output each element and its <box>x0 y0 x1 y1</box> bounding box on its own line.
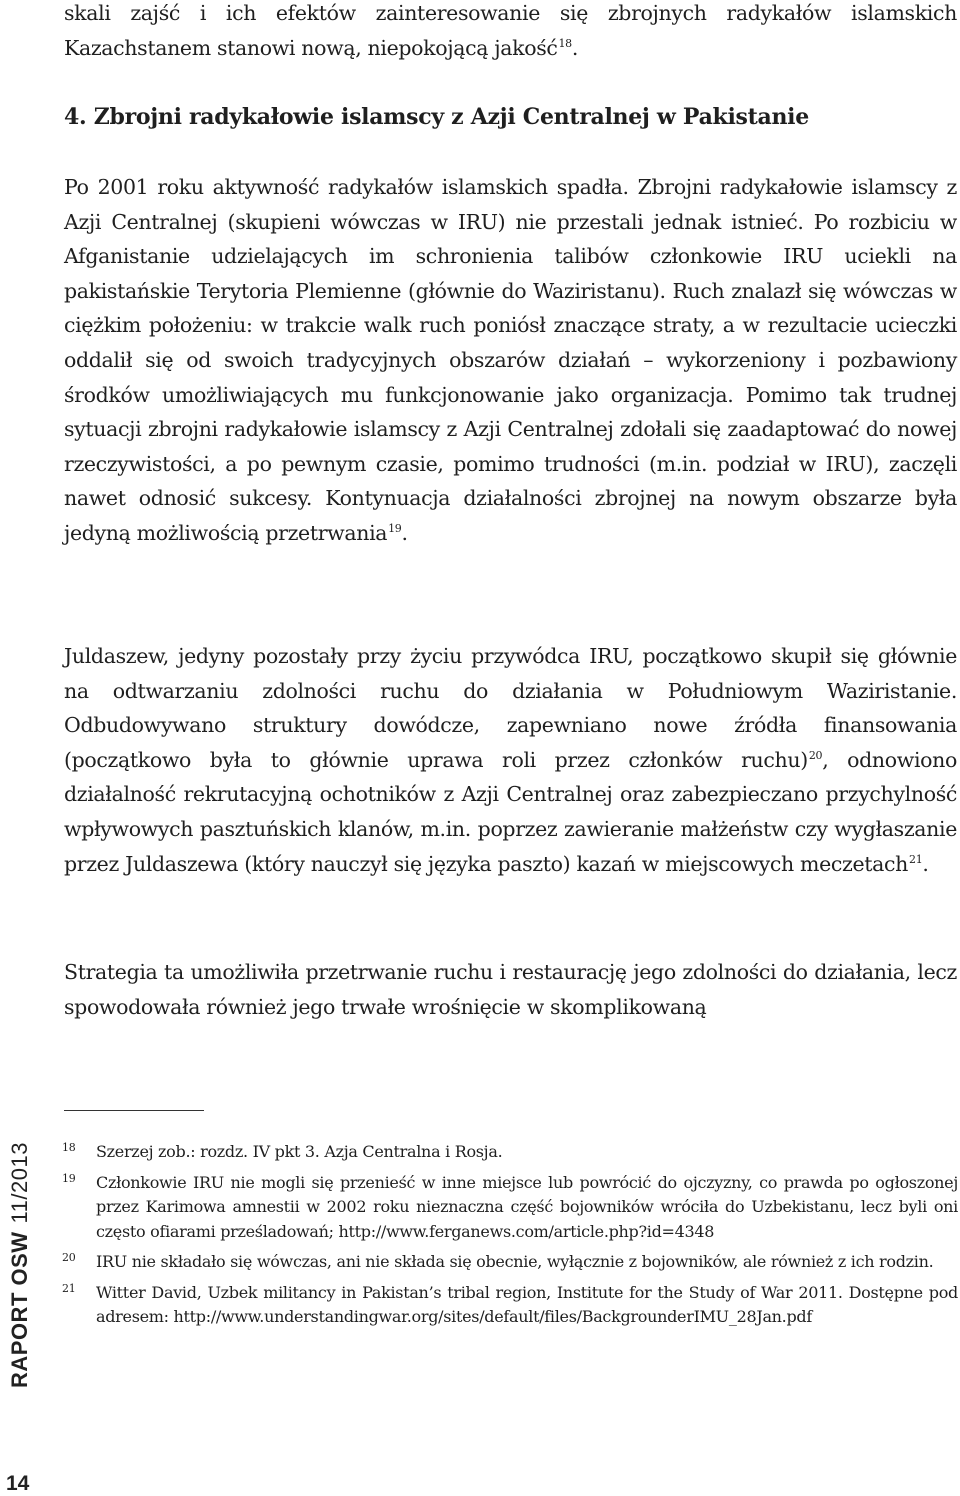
footnote-text[interactable]: Członkowie IRU nie mogli się przenieść w inne miejsce lub powrócić do ojczyzny, co prawda po ogłoszonej przez Karimowa amnestii w 2002 roku nieznaczna część bojowników wróciła do Uzbekistanu, lecz byli oni często ofiarami prześladowań; http://www.ferganews.com/article.php?id=4348 <box>96 1172 958 1241</box>
publication-issue: 11/2013 <box>7 1142 32 1224</box>
paragraph-1 <box>64 170 957 551</box>
footnote-item <box>62 1250 958 1275</box>
footnote-item <box>62 1171 958 1245</box>
paragraph-intro-text: skali zajść i ich efektów zainteresowanie się zbrojnych radykałów islamskich Kazachstanem stanowi nową, niepokojącą jakość <box>64 1 957 60</box>
paragraph-2-text-b: , odnowiono działalność rekrutacyjną ochotników z Azji Centralnej oraz zabezpieczano przychylność wpływowych pasztuńskich klanów, m.in. poprzez zawieranie małżeństw czy wygłaszanie przez Juldaszewa (który nauczył się języka paszto) kazań w miejscowych meczetach <box>64 747 957 876</box>
footnote-text: IRU nie składało się wówczas, ani nie składa się obecnie, wyłącznie z bojowników, ale również z ich rodzin. <box>96 1252 934 1271</box>
paragraph-2 <box>64 639 957 881</box>
page-number: 14 <box>6 1472 30 1495</box>
footnote-ref-19[interactable]: 19 <box>388 521 402 535</box>
section-heading: 4. Zbrojni radykałowie islamscy z Azji Centralnej w Pakistanie <box>64 104 809 130</box>
footnote-text: Szerzej zob.: rozdz. IV pkt 3. Azja Centralna i Rosja. <box>96 1142 503 1161</box>
paragraph-1-end: . <box>401 520 408 545</box>
footnote-number: 20 <box>62 1251 76 1264</box>
footnote-ref-18[interactable]: 18 <box>558 36 572 50</box>
footnotes <box>62 1140 958 1336</box>
footnote-ref-21[interactable]: 21 <box>909 852 923 866</box>
paragraph-intro-end: . <box>571 35 579 60</box>
paragraph-2-text-a: Juldaszew, jedyny pozostały przy życiu przywódca IRU, początkowo skupił się głównie na odtwarzaniu zdolności ruchu do działania w Południowym Waziristanie. Odbudowywano struktury dowódcze, zapewniano nowe źródła finansowania (początkowo była to głównie uprawa roli przez członków ruchu) <box>64 644 957 772</box>
footnote-item <box>62 1281 958 1330</box>
footnote-number: 19 <box>62 1171 76 1185</box>
footnote-divider <box>64 1110 204 1111</box>
paragraph-3: Strategia ta umożliwiła przetrwanie ruchu i restaurację jego zdolności do działania, lecz spowodowała również jego trwałe wrośnięcie w skomplikowaną <box>64 960 957 1019</box>
footnote-text[interactable]: Witter David, Uzbek militancy in Pakistan’s tribal region, Institute for the Study of War 2011. Dostępne pod adresem: http://www.understandingwar.org/sites/default/files/BackgrounderIMU_28Jan.pdf <box>96 1282 958 1326</box>
paragraph-intro <box>64 0 957 65</box>
paragraph-2-end: . <box>922 851 929 876</box>
publication-sidebar <box>5 1138 35 1388</box>
footnote-ref-20[interactable]: 20 <box>808 748 823 762</box>
footnote-number: 21 <box>62 1281 76 1295</box>
paragraph-1-text: Po 2001 roku aktywność radykałów islamskich spadła. Zbrojni radykałowie islamscy z Azji Centralnej (skupieni wówczas w IRU) nie przestali jednak istnieć. Po rozbiciu w Afganistanie udzielających im schronienia talibów członkowie IRU uciekli na pakistańskie Terytoria Plemienne (głównie do Waziristanu). Ruch znalazł się wówczas w ciężkim położeniu: w trakcie walk ruch poniósł znaczące straty, a w rezultacie ucieczki oddalił się od swoich tradycyjnych obszarów działań – wykorzeniony i pozbawiony środków umożliwiających mu funkcjonowanie jako organizacja. Pomimo tak trudnej sytuacji zbrojni radykałowie islamscy z Azji Centralnej zdołali się zaadaptować do nowej rzeczywistości, a po pewnym czasie, pomimo trudności (m.in. podział w IRU), zaczęli nawet odnosić sukcesy. Kontynuacja działalności zbrojnej na nowym obszarze była jedyną możliwością przetrwania <box>64 175 957 545</box>
footnote-item <box>62 1140 958 1165</box>
publication-brand: RAPORT OSW <box>7 1231 32 1388</box>
publication-label <box>7 1142 33 1388</box>
footnote-number: 18 <box>62 1141 76 1154</box>
